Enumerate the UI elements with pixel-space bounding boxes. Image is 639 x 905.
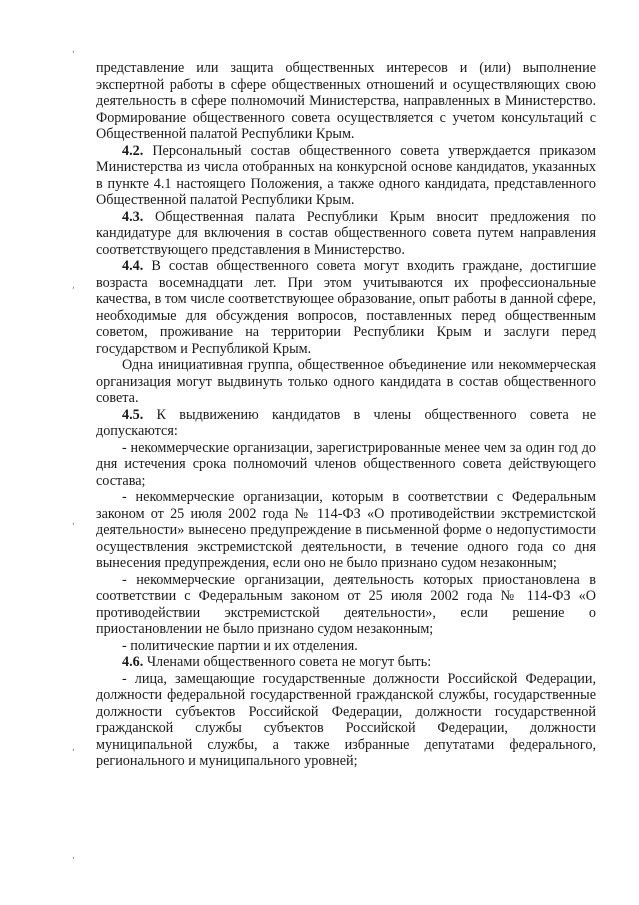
document-body [96, 60, 596, 770]
paragraph-text: Персональный состав общественного совета утверждается приказом Министерства из числа отобранных на конкурсной основе кандидатов, указанных в пункте 4.1 настоящего Положения, а также одного кандидата, представленного Общественной палатой Республики Крым. [96, 142, 596, 208]
document-paragraph [96, 671, 596, 770]
margin-mark: , [72, 743, 75, 753]
paragraph-number: 4.3. [122, 208, 144, 225]
document-paragraph [96, 60, 596, 143]
paragraph-text: К выдвижению кандидатов в члены общественного совета не допускаются: [96, 406, 596, 439]
paragraph-number: 4.4. [122, 258, 144, 274]
margin-mark: , [72, 851, 75, 861]
document-paragraph [96, 143, 596, 209]
paragraph-number: 4.2. [122, 142, 144, 159]
margin-mark: , [72, 281, 75, 291]
document-paragraph [96, 258, 596, 357]
document-paragraph [96, 654, 596, 671]
paragraph-text: представление или защита общественных интересов и (или) выполнение экспертной работы в сфере общественных отношений и осуществляющих свою деятельность в сфере полномочий Министерства, направленных в Министерство. Формирование общественного совета осуществляется с учетом консультаций с Общественной палатой Республики Крым. [96, 60, 596, 142]
document-paragraph [96, 440, 596, 490]
document-paragraph [96, 572, 596, 638]
document-paragraph [96, 407, 596, 440]
document-paragraph [96, 209, 596, 259]
paragraph-text: В состав общественного совета могут входить граждане, достигшие возраста восемнадцати лет. При этом учитываются их профессиональные качества, в том числе соответствующее образование, опыт работы в данной сфере, необходимые для обсуждения вопросов, поставленных перед общественным советом, проживание на территории Республики Крым и заслуги перед государством и Республикой Крым. [96, 258, 596, 357]
paragraph-number: 4.6. [122, 654, 144, 670]
document-paragraph [96, 638, 596, 655]
paragraph-text: - политические партии и их отделения. [122, 637, 358, 654]
document-paragraph [96, 357, 596, 407]
document-paragraph [96, 489, 596, 572]
margin-mark: , [72, 517, 75, 527]
paragraph-text: Общественная палата Республики Крым вносит предложения по кандидатуре для включения в состав общественного совета путем направления соответствующего представления в Министерство. [96, 208, 596, 258]
margin-mark: , [72, 45, 75, 55]
paragraph-text: - некоммерческие организации, зарегистрированные менее чем за один год до дня истечения срока полномочий членов общественного совета действующего состава; [96, 439, 596, 489]
paragraph-text: - некоммерческие организации, которым в соответствии с Федеральным законом от 25 июля 2002 года № 114-ФЗ «О противодействии экстремистской деятельности» вынесено предупреждение в письменной форме о недопустимости осуществления экстремистской деятельности, в течение одного года со дня вынесения предупреждения, если оно не было признано судом незаконным; [96, 489, 596, 571]
paragraph-text: - лица, замещающие государственные должности Российской Федерации, должности федеральной государственной гражданской службы, государственные должности субъектов Российской Федерации, должности государственной гражданской службы субъектов Российской Федерации, должности муниципальной службы, а также избранные депутатами федерального, регионального и муниципального уровней; [96, 670, 596, 769]
paragraph-text: Одна инициативная группа, общественное объединение или некоммерческая организация могут выдвинуть только одного кандидата в состав общественного совета. [96, 357, 596, 406]
paragraph-text: - некоммерческие организации, деятельность которых приостановлена в соответствии с Федеральным законом от 25 июля 2002 года № 114-ФЗ «О противодействии экстремистской деятельности», если решение о приостановлении не было признано судом незаконным; [96, 571, 596, 637]
paragraph-number: 4.5. [122, 406, 144, 423]
paragraph-text: Членами общественного совета не могут быть: [143, 654, 432, 670]
